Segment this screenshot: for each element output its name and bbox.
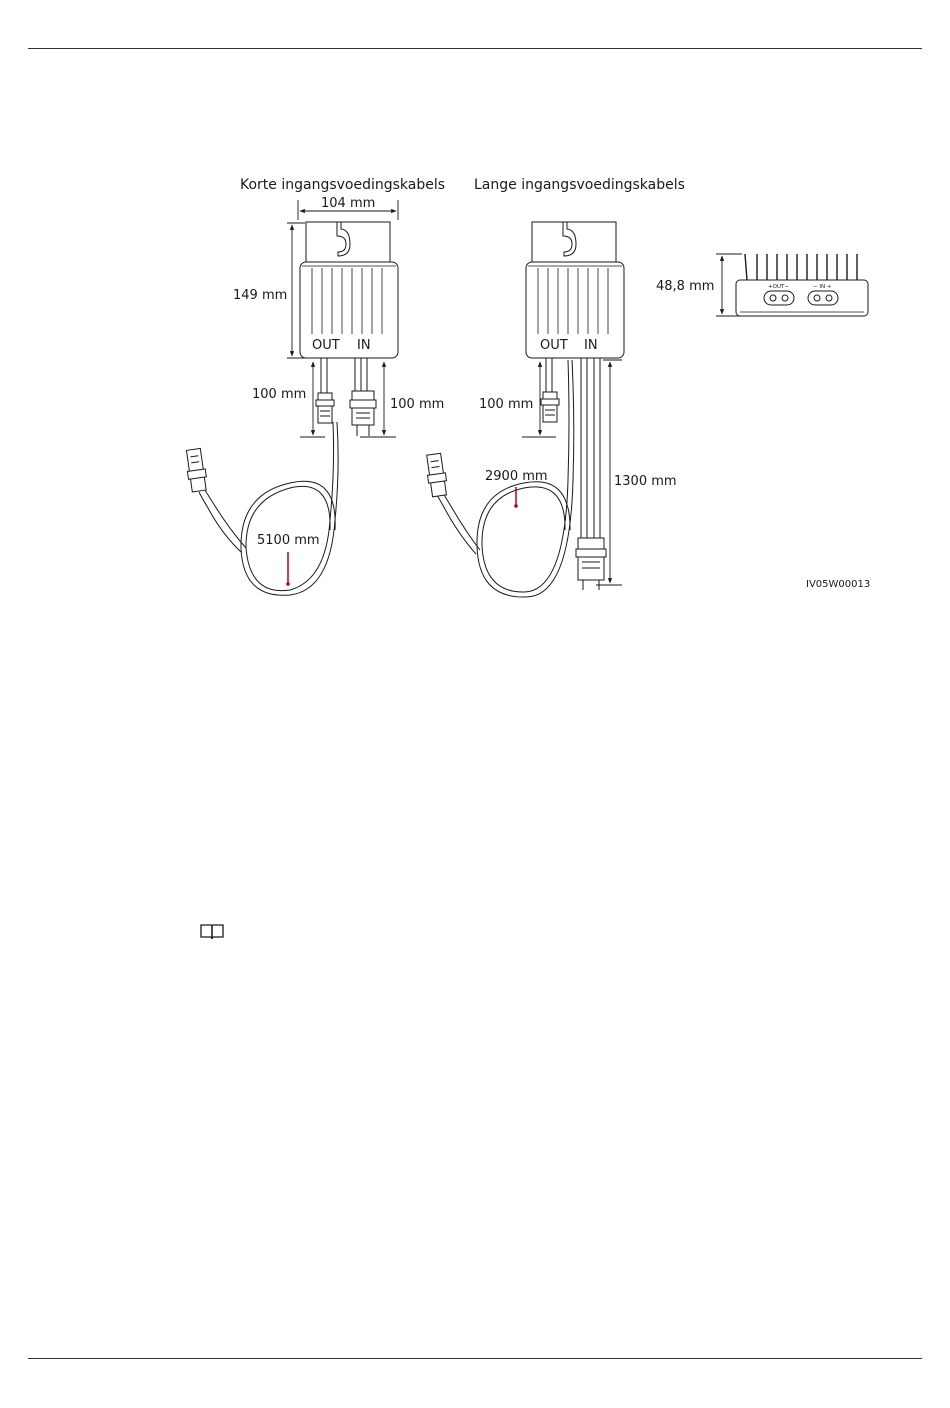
short-in-label: IN: [357, 338, 371, 353]
short-out-cable-label: 100 mm: [252, 387, 307, 402]
long-cables-title: Lange ingangsvoedingskabels: [474, 177, 685, 193]
side-view-device: [736, 254, 868, 316]
short-in-cable-label: 100 mm: [390, 397, 445, 412]
long-coil-dot: [514, 504, 518, 508]
short-cables-title: Korte ingangsvoedingskabels: [240, 177, 446, 193]
long-in-cable-label: 1300 mm: [614, 474, 677, 489]
book-note-icon: [198, 922, 226, 942]
long-out-label: OUT: [540, 338, 568, 353]
side-out-port-label: +OUT−: [768, 284, 789, 290]
short-coil-label: 5100 mm: [257, 533, 320, 548]
depth-label: 48,8 mm: [656, 279, 715, 294]
side-in-port-label: − IN +: [813, 284, 832, 290]
width-label: 104 mm: [321, 196, 376, 211]
height-label: 149 mm: [233, 288, 288, 303]
long-coil-label: 2900 mm: [485, 469, 548, 484]
short-coil-dot: [286, 582, 290, 586]
long-out-cable-label: 100 mm: [479, 397, 534, 412]
long-in-label: IN: [584, 338, 598, 353]
short-out-label: OUT: [312, 338, 340, 353]
figure-code: IV05W00013: [806, 579, 871, 590]
